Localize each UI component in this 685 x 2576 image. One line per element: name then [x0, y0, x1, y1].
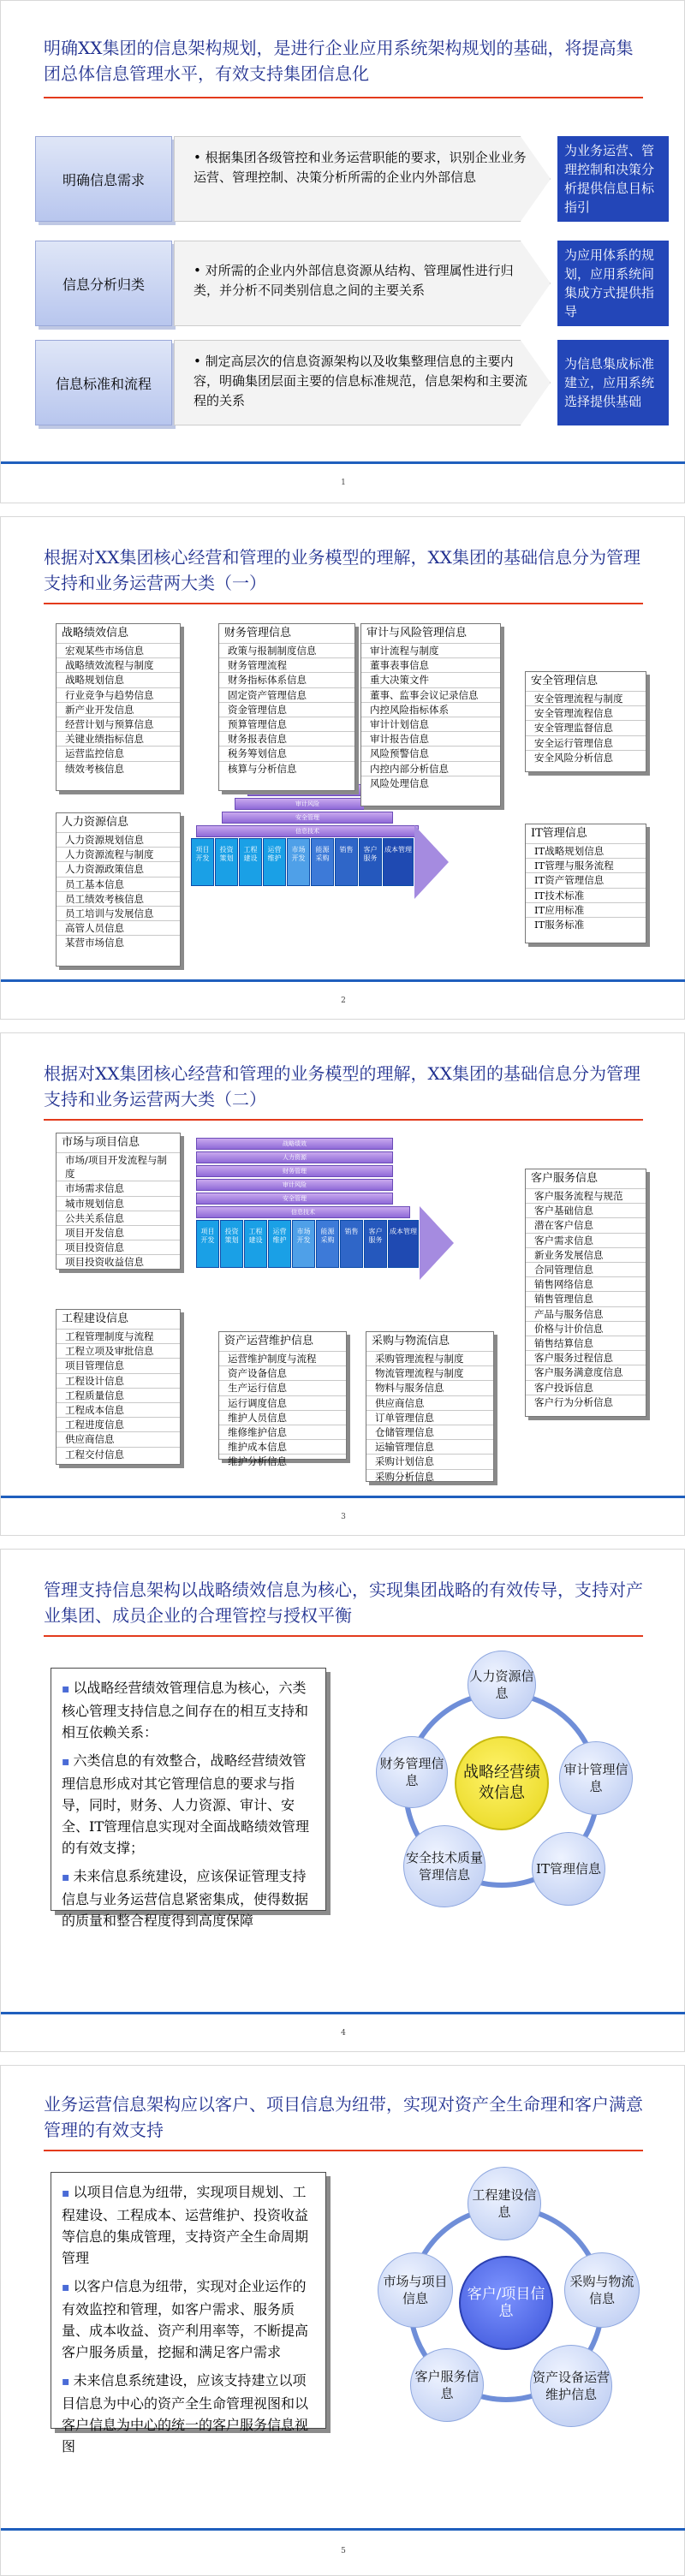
- box-item: 财务报表信息: [219, 731, 354, 746]
- slide-1: [0, 0, 685, 503]
- row-label: 信息分析归类: [35, 241, 172, 326]
- box-heading: 资产运营维护信息: [224, 1335, 314, 1347]
- box-item: 物流管理流程与制度: [366, 1365, 493, 1380]
- box-item: 运营监控信息: [57, 746, 180, 760]
- box-item: 客户基础信息: [526, 1203, 646, 1217]
- box-heading: 市场与项目信息: [62, 1136, 140, 1149]
- box-item: 合同管理信息: [526, 1262, 646, 1276]
- box-heading: 财务管理信息: [224, 627, 292, 640]
- box-item: 员工培训与发展信息: [57, 906, 180, 920]
- bullet-text: 未来信息系统建设，应该保证管理支持信息与业务运营信息紧密集成，使得数据的质量和整合程度得到高度保障: [62, 1868, 309, 1929]
- node-customer-service: 客户服务信息: [410, 2348, 484, 2422]
- box-item: 销售结算信息: [526, 1336, 646, 1350]
- box-item: 客户需求信息: [526, 1233, 646, 1247]
- node-finance: 财务管理信息: [376, 1736, 448, 1808]
- box-item: 新产业开发信息: [57, 702, 180, 717]
- page-number: 5: [341, 2547, 346, 2555]
- box-item: 审计报告信息: [361, 731, 500, 746]
- row-result: 为业务运营、管理控制和决策分析提供信息目标指引: [557, 136, 669, 222]
- footer-bar: [1, 1496, 685, 1498]
- box-item: 审计计划信息: [361, 717, 500, 731]
- tile: 销售: [335, 838, 358, 886]
- title-underline: [44, 603, 643, 604]
- tile: 销售: [340, 1220, 363, 1268]
- box-heading: 客户服务信息: [531, 1172, 599, 1185]
- layer-band: 财务管理: [196, 1165, 393, 1177]
- tile: 成本管理: [383, 838, 414, 886]
- tile: 运营维护: [263, 838, 286, 886]
- box-item: 战略绩效流程与制度: [57, 657, 180, 672]
- bullet-paragraph: [62, 1865, 319, 1931]
- slide-5: [0, 2065, 685, 2576]
- slide-2: [0, 516, 685, 1020]
- box-item: 采购管理流程与制度: [366, 1351, 493, 1365]
- bullet-paragraph: [62, 2276, 319, 2363]
- box-item: 经营计划与预算信息: [57, 717, 180, 731]
- box-item: 客户行为分析信息: [526, 1395, 646, 1409]
- row-description: [194, 148, 536, 187]
- layer-band: 人力资源: [196, 1151, 393, 1163]
- row-desc-text: 制定高层次的信息资源架构以及收集整理信息的主要内容，明确集团层面主要的信息标准规范，信息架构和主要流程的关系: [194, 354, 528, 408]
- box-heading: IT管理信息: [531, 827, 587, 840]
- tile: 成本管理: [388, 1220, 419, 1268]
- box-item: 绩效考核信息: [57, 761, 180, 776]
- layer-band: 信息技术: [196, 825, 419, 837]
- layer-band: 信息技术: [196, 1206, 410, 1218]
- text-box: [51, 2172, 326, 2454]
- box-item: 资产设备信息: [219, 1365, 346, 1380]
- audit-risk-box: [360, 623, 501, 806]
- tile: 项目开发: [196, 1220, 219, 1268]
- page-number: 3: [341, 1513, 346, 1521]
- box-item: 采购计划信息: [366, 1454, 493, 1468]
- box-item: 客户服务过程信息: [526, 1350, 646, 1365]
- footer-bar: [1, 461, 685, 464]
- box-item: 安全管理监督信息: [526, 720, 646, 735]
- box-heading: 采购与物流信息: [372, 1335, 450, 1347]
- box-item: 董事表事信息: [361, 657, 500, 672]
- title-underline: [44, 2150, 643, 2151]
- bullet-icon: ▪: [62, 1682, 70, 1696]
- box-item: IT应用标准: [526, 902, 646, 917]
- row-desc-text: 对所需的企业内外部信息资源从结构、管理属性进行归类，并分析不同类别信息之间的主要关系: [194, 263, 514, 298]
- bullet-dot: •: [194, 263, 206, 278]
- row-label: 明确信息需求: [35, 136, 172, 222]
- box-item: 战略规划信息: [57, 672, 180, 687]
- box-item: 客户服务流程与规范: [526, 1188, 646, 1203]
- box-item: 工程进度信息: [57, 1417, 180, 1431]
- tile: 投资策划: [220, 1220, 243, 1268]
- box-item: 固定资产管理信息: [219, 687, 354, 702]
- box-item: 维护人员信息: [219, 1410, 346, 1425]
- layer-band: 安全管理: [222, 812, 393, 824]
- row-info-standards: [35, 340, 669, 425]
- bullet-paragraph: [62, 2370, 319, 2457]
- box-item: 物料与服务信息: [366, 1380, 493, 1395]
- box-item: 工程立项及审批信息: [57, 1343, 180, 1358]
- engineering-construction-box: [56, 1309, 181, 1465]
- node-asset: 资产设备运营维护信息: [530, 2345, 612, 2427]
- bullet-icon: ▪: [62, 2281, 70, 2294]
- box-item: 维护分析信息: [219, 1454, 346, 1468]
- box-item: 风险预警信息: [361, 746, 500, 760]
- node-hr: 人力资源信息: [468, 1651, 536, 1719]
- human-resources-box: [56, 812, 181, 967]
- box-heading: 人力资源信息: [62, 816, 129, 829]
- box-item: 生产运行信息: [219, 1380, 346, 1395]
- box-item: 项目投资收益信息: [57, 1254, 180, 1269]
- box-item: 高管人员信息: [57, 920, 180, 935]
- bullet-icon: ▪: [62, 1871, 70, 1884]
- box-heading: 工程建设信息: [62, 1312, 129, 1325]
- safety-management-box: [525, 671, 646, 772]
- node-audit: 审计管理信息: [559, 1741, 633, 1815]
- box-item: 项目管理信息: [57, 1358, 180, 1372]
- box-item: 工程管理制度与流程: [57, 1329, 180, 1343]
- tile: 工程建设: [239, 838, 262, 886]
- row-result: 为应用体系的规划，应用系统间集成方式提供指导: [557, 241, 669, 326]
- box-item: 价格与计价信息: [526, 1321, 646, 1336]
- title-underline: [44, 1635, 643, 1637]
- box-item: 维修维护信息: [219, 1425, 346, 1439]
- box-item: 运输管理信息: [366, 1439, 493, 1454]
- box-item: 产品与服务信息: [526, 1306, 646, 1321]
- bullet-paragraph: [62, 1677, 319, 1743]
- bullet-dot: •: [194, 150, 206, 165]
- box-item: 仓储管理信息: [366, 1425, 493, 1439]
- box-item: 安全管理流程与制度: [526, 691, 646, 705]
- box-item: 安全风险分析信息: [526, 750, 646, 764]
- box-heading: 战略绩效信息: [62, 627, 129, 640]
- slide-title: 根据对XX集团核心经营和管理的业务模型的理解，XX集团的基础信息分为管理支持和业务运营两大类（二）: [44, 1063, 640, 1110]
- title-underline: [44, 97, 643, 98]
- row-desc-text: 根据集团各级管控和业务运营职能的要求，识别企业业务运营、管理控制、决策分析所需的企业内外部信息: [194, 150, 527, 185]
- box-item: 风险处理信息: [361, 776, 500, 790]
- footer-bar: [1, 2528, 685, 2531]
- page-number: 1: [341, 479, 346, 487]
- bullet-icon: ▪: [62, 1755, 70, 1769]
- box-item: IT服务标准: [526, 917, 646, 931]
- box-item: 人力资源政策信息: [57, 861, 180, 876]
- box-item: 公共关系信息: [57, 1211, 180, 1225]
- box-item: 董事、监事会议记录信息: [361, 687, 500, 702]
- slide-title: 明确XX集团的信息架构规划，是进行企业应用系统架构规划的基础，将提高集团总体信息管理水平，有效支持集团信息化: [44, 38, 634, 84]
- tile: 能源采购: [311, 838, 334, 886]
- tiles-row: [196, 1220, 419, 1268]
- box-item: 客户投诉信息: [526, 1380, 646, 1395]
- finance-management-box: [218, 623, 355, 791]
- slide-4: [0, 1549, 685, 2052]
- row-label: 信息标准和流程: [35, 340, 172, 425]
- tile: 市场开发: [287, 838, 310, 886]
- box-item: 人力资源流程与制度: [57, 847, 180, 861]
- market-project-box: [56, 1133, 181, 1270]
- box-item: IT资产管理信息: [526, 872, 646, 887]
- slide-title: 管理支持信息架构以战略绩效信息为核心，实现集团战略的有效传导，支持对产业集团、成员企业的合理管控与授权平衡: [44, 1580, 643, 1626]
- footer-bar: [1, 979, 685, 982]
- tile: 运营维护: [268, 1220, 291, 1268]
- bullet-text: 以客户信息为纽带，实现对企业运作的有效监控和管理，如客户需求、服务质量、成本收益、资产利用率等，不断提高客户服务质量，挖掘和满足客户需求: [62, 2278, 309, 2360]
- box-item: 安全管理流程信息: [526, 705, 646, 720]
- box-heading: 审计与风险管理信息: [366, 627, 468, 640]
- box-item: 订单管理信息: [366, 1410, 493, 1425]
- box-item: 客户服务满意度信息: [526, 1365, 646, 1379]
- box-item: 预算管理信息: [219, 717, 354, 731]
- node-engineering: 工程建设信息: [468, 2167, 541, 2240]
- box-item: 运行调度信息: [219, 1395, 346, 1410]
- customer-service-box: [525, 1169, 646, 1417]
- box-item: 潜在客户信息: [526, 1217, 646, 1232]
- box-item: 核算与分析信息: [219, 761, 354, 776]
- row-description: [194, 352, 536, 411]
- box-item: 运营维护制度与流程: [219, 1351, 346, 1365]
- box-item: 安全运行管理信息: [526, 735, 646, 750]
- box-item: 行业竞争与趋势信息: [57, 687, 180, 702]
- box-item: 内控内部分析信息: [361, 761, 500, 776]
- tile: 客户服务: [359, 838, 382, 886]
- row-result: 为信息集成标准建立，应用系统选择提供基础: [557, 340, 669, 425]
- tile: 客户服务: [364, 1220, 387, 1268]
- box-item: 工程质量信息: [57, 1388, 180, 1402]
- bullet-text: 未来信息系统建设，应该支持建立以项目信息为中心的资产全生命管理视图和以客户信息为中心的统一的客户服务信息视图: [62, 2372, 309, 2454]
- tile: 工程建设: [244, 1220, 267, 1268]
- page-number: 4: [341, 2029, 346, 2038]
- box-item: 供应商信息: [366, 1395, 493, 1410]
- box-item: 城市规划信息: [57, 1196, 180, 1211]
- box-item: 审计流程与制度: [361, 643, 500, 657]
- box-item: 工程设计信息: [57, 1373, 180, 1388]
- bullet-paragraph: [62, 2181, 319, 2269]
- box-item: 员工绩效考核信息: [57, 891, 180, 906]
- box-item: 税务筹划信息: [219, 746, 354, 760]
- tiles-row: [191, 838, 414, 886]
- tile: 能源采购: [316, 1220, 339, 1268]
- box-item: 项目开发信息: [57, 1225, 180, 1240]
- box-item: 人力资源规划信息: [57, 832, 180, 847]
- box-item: 工程成本信息: [57, 1402, 180, 1417]
- box-item: IT技术标准: [526, 888, 646, 902]
- box-item: 维护成本信息: [219, 1439, 346, 1454]
- box-item: 员工基本信息: [57, 877, 180, 891]
- box-item: 销售网络信息: [526, 1276, 646, 1291]
- asset-maintenance-box: [218, 1331, 347, 1468]
- bullet-paragraph: [62, 1750, 319, 1859]
- node-it: IT管理信息: [532, 1832, 605, 1906]
- box-heading: 安全管理信息: [531, 675, 599, 687]
- box-item: 项目投资信息: [57, 1240, 180, 1254]
- tile: 投资策划: [215, 838, 238, 886]
- bullet-text: 六类信息的有效整合，战略经营绩效管理信息形成对其它管理信息的要求与指导，同时，财务、人力资源、审计、安全、IT管理信息实现对全面战略绩效管理的有效支撑；: [62, 1752, 309, 1856]
- box-item: 销售管理信息: [526, 1291, 646, 1306]
- title-underline: [44, 1119, 643, 1121]
- footer-bar: [1, 2012, 685, 2014]
- node-market: 市场与项目信息: [378, 2252, 453, 2328]
- center-node: 战略经营绩效信息: [455, 1736, 549, 1830]
- box-item: IT管理与服务流程: [526, 858, 646, 872]
- slide-3: [0, 1032, 685, 1536]
- node-procurement: 采购与物流信息: [564, 2252, 640, 2328]
- box-item: 财务管理流程: [219, 657, 354, 672]
- row-description: [194, 261, 536, 300]
- tile: 市场开发: [292, 1220, 315, 1268]
- box-item: 市场/项目开发流程与制度: [57, 1152, 180, 1181]
- box-item: 政策与报制制度信息: [219, 643, 354, 657]
- layer-band: 审计风险: [196, 1179, 393, 1191]
- box-item: 新业务发展信息: [526, 1247, 646, 1262]
- layer-band: 战略绩效: [196, 1138, 393, 1150]
- box-item: 采购分析信息: [366, 1469, 493, 1484]
- box-item: 重大决策文件: [361, 672, 500, 687]
- box-item: 宏观某些市场信息: [57, 643, 180, 657]
- strategy-performance-box: [56, 623, 181, 791]
- box-item: 财务指标体系信息: [219, 672, 354, 687]
- procurement-logistics-box: [366, 1331, 494, 1482]
- node-safety: 安全技术质量管理信息: [403, 1825, 485, 1907]
- tile: 项目开发: [191, 838, 214, 886]
- box-item: IT战略规划信息: [526, 843, 646, 858]
- row-info-needs: [35, 136, 669, 222]
- box-item: 关键业绩指标信息: [57, 731, 180, 746]
- it-management-box: [525, 824, 646, 943]
- box-item: 资金管理信息: [219, 702, 354, 717]
- box-item: 某营市场信息: [57, 935, 180, 949]
- box-item: 工程交付信息: [57, 1447, 180, 1461]
- box-item: 内控风险指标体系: [361, 702, 500, 717]
- layer-band: 审计风险: [235, 798, 380, 810]
- box-item: 市场需求信息: [57, 1181, 180, 1195]
- slide-title: 业务运营信息架构应以客户、项目信息为纽带，实现对资产全生命理和客户满意管理的有效支持: [44, 2094, 643, 2140]
- box-item: 供应商信息: [57, 1431, 180, 1446]
- row-info-classify: [35, 241, 669, 326]
- bullet-text: 以项目信息为纽带，实现项目规划、工程建设、工程成本、运营维护、投资收益等信息的集成管理，支持资产全生命周期管理: [62, 2184, 309, 2266]
- page-number: 2: [341, 996, 346, 1005]
- bullet-text: 以战略经营绩效管理信息为核心，六类核心管理支持信息之间存在的相互支持和相互依赖关系：: [62, 1680, 309, 1740]
- slide-title: 根据对XX集团核心经营和管理的业务模型的理解，XX集团的基础信息分为管理支持和业务运营两大类（一）: [44, 547, 640, 593]
- center-node: 客户/项目信息: [459, 2256, 553, 2350]
- bullet-dot: •: [194, 354, 206, 369]
- text-box: [51, 1668, 326, 1929]
- bullet-icon: ▪: [62, 2375, 70, 2389]
- bullet-icon: ▪: [62, 2186, 70, 2200]
- layer-band: 安全管理: [196, 1193, 393, 1205]
